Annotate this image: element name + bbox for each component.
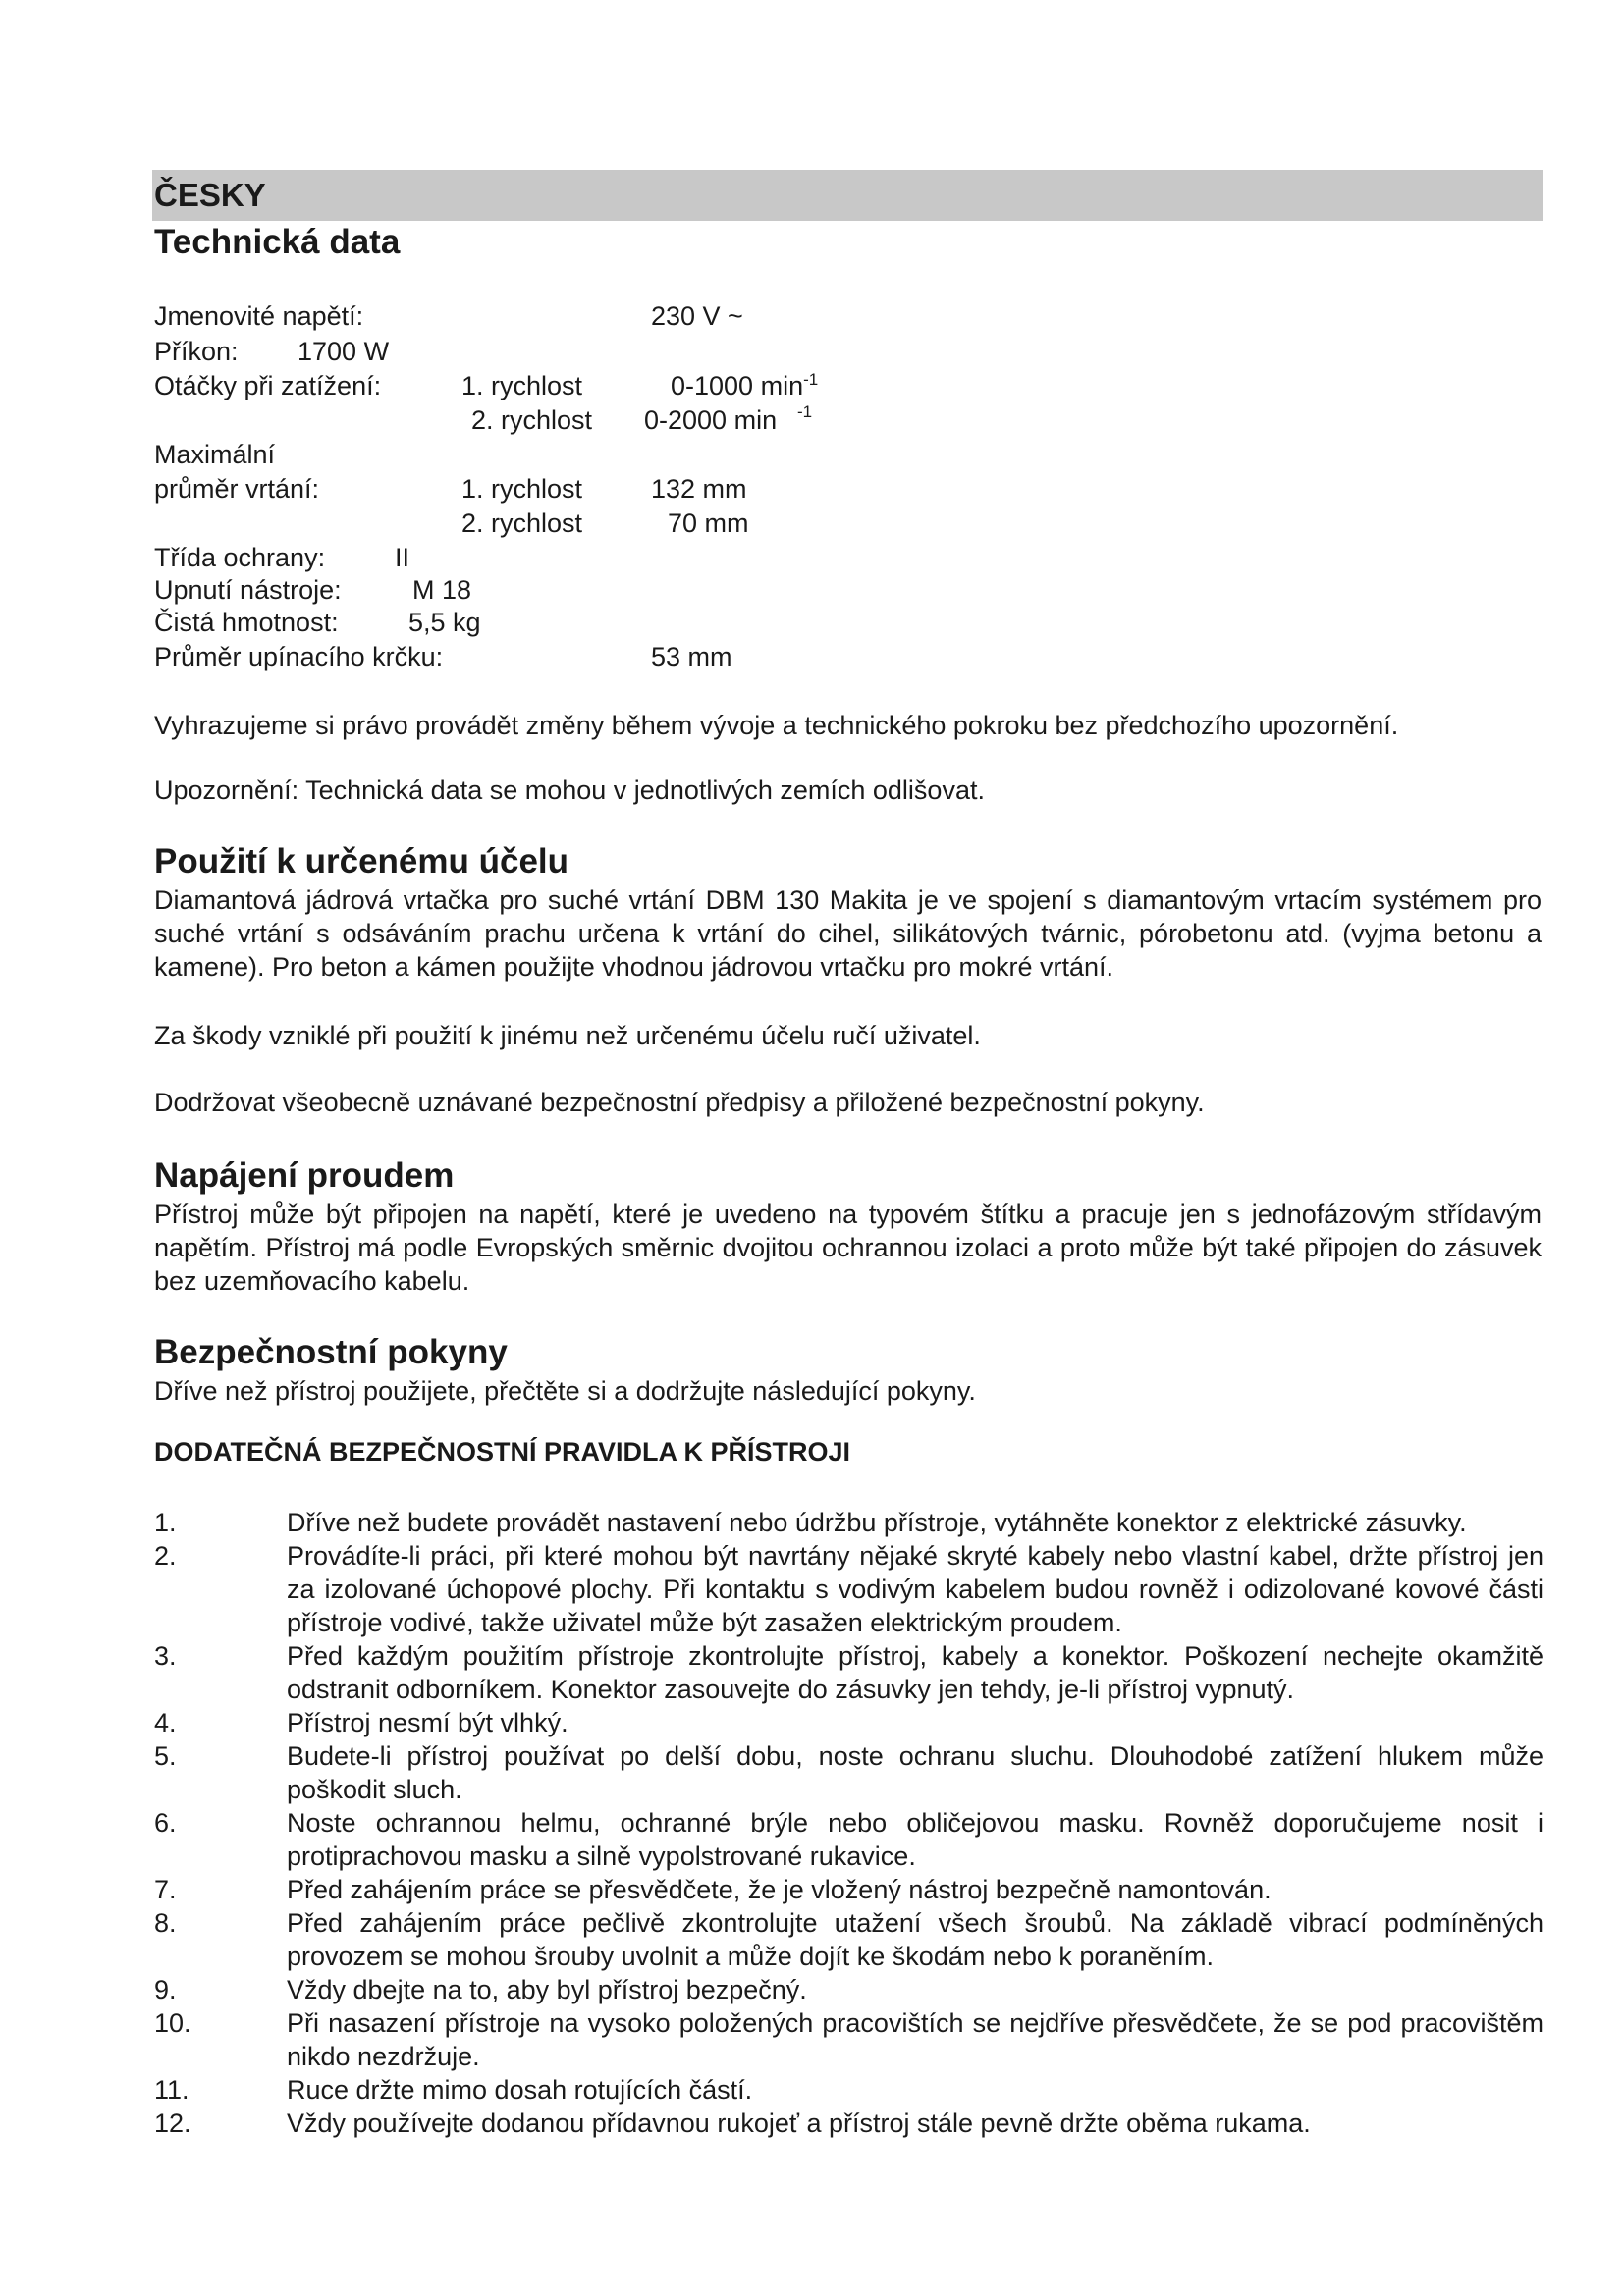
list-item-text: Vždy dbejte na to, aby byl přístroj bezpečný. xyxy=(287,1975,807,2004)
weight-label: Čistá hmotnost: xyxy=(154,608,339,637)
maxdia-label-line1: Maximální xyxy=(154,440,276,469)
tool-value: M 18 xyxy=(412,575,472,605)
list-item-text: Před každým použitím přístroje zkontrolujte přístroj, kabely a konektor. Poškození nechejte okamžitě odstranit odborníkem. Konektor zasouvejte do zásuvky jen tehdy, je-li přístroj vypnutý. xyxy=(287,1641,1543,1704)
list-item-number: 6. xyxy=(154,1808,177,1838)
list-item-number: 9. xyxy=(154,1975,177,2004)
tech-data-title: Technická data xyxy=(154,223,401,261)
dia1-gear: 1. rychlost xyxy=(461,474,583,504)
speed-label: Otáčky při zatížení: xyxy=(154,371,382,400)
list-item-number: 3. xyxy=(154,1641,177,1671)
weight-value: 5,5 kg xyxy=(408,608,481,637)
safety-title: Bezpečnostní pokyny xyxy=(154,1333,508,1371)
dia2-value: 70 mm xyxy=(668,508,749,538)
regulations-note: Dodržovat všeobecně uznávané bezpečnostní předpisy a přiložené bezpečnostní pokyny. xyxy=(154,1088,1205,1117)
safety-intro: Dříve než přístroj použijete, přečtěte si a dodržujte následující pokyny. xyxy=(154,1376,976,1406)
voltage-label: Jmenovité napětí: xyxy=(154,301,364,331)
list-item xyxy=(154,1539,1543,1639)
class-value: II xyxy=(395,543,410,572)
class-label: Třída ochrany: xyxy=(154,543,326,572)
list-item xyxy=(154,2107,1543,2140)
dia1-value: 132 mm xyxy=(651,474,747,504)
list-item-text: Budete-li přístroj používat po delší dobu, noste ochranu sluchu. Dlouhodobé zatížení hlukem může poškodit sluch. xyxy=(287,1741,1543,1804)
safety-rules-list xyxy=(154,1506,1543,2140)
collar-label: Průměr upínacího krčku: xyxy=(154,642,444,671)
list-item-number: 12. xyxy=(154,2109,191,2138)
list-item-number: 5. xyxy=(154,1741,177,1771)
list-item-number: 8. xyxy=(154,1908,177,1938)
list-item-number: 1. xyxy=(154,1508,177,1537)
list-item-text: Noste ochrannou helmu, ochranné brýle nebo obličejovou masku. Rovněž doporučujeme nosit i protiprachovou masku a silně vypolstrované rukavice. xyxy=(287,1808,1543,1871)
list-item-number: 11. xyxy=(154,2075,189,2105)
list-item xyxy=(154,2006,1543,2073)
tool-label: Upnutí nástroje: xyxy=(154,575,342,605)
rules-heading: DODATEČNÁ BEZPEČNOSTNÍ PRAVIDLA K PŘÍSTROJI xyxy=(154,1437,851,1467)
list-item xyxy=(154,2073,1543,2107)
dia2-gear: 2. rychlost xyxy=(461,508,583,538)
language-label: ČESKY xyxy=(154,177,266,213)
country-note: Upozornění: Technická data se mohou v jednotlivých zemích odlišovat. xyxy=(154,775,985,805)
list-item-text: Před zahájením práce se přesvědčete, že je vložený nástroj bezpečně namontován. xyxy=(287,1875,1272,1904)
power-value: 1700 W xyxy=(298,337,390,366)
list-item-number: 4. xyxy=(154,1708,177,1737)
speed2-value: 0-2000 min xyxy=(644,405,778,435)
intended-use-title: Použití k určenému účelu xyxy=(154,842,569,881)
voltage-value: 230 V ~ xyxy=(651,301,743,331)
intended-use-text: Diamantová jádrová vrtačka pro suché vrtání DBM 130 Makita je ve spojení s diamantovým vrtacím systémem pro suché vrtání s odsáváním prachu určena k vrtání do cihel, silikátových tvárnic, pórobetonu atd. (vyjma betonu a kamene). Pro beton a kámen použijte vhodnou jádrovou vrtačku pro mokré vrtání. xyxy=(154,885,1542,982)
power-supply-title: Napájení proudem xyxy=(154,1156,455,1195)
list-item xyxy=(154,1506,1543,1539)
collar-value: 53 mm xyxy=(651,642,732,671)
speed1-gear: 1. rychlost xyxy=(461,371,583,400)
list-item-text: Při nasazení přístroje na vysoko položených pracovištích se nejdříve přesvědčete, že se pod pracovištěm nikdo nezdržuje. xyxy=(287,2008,1543,2071)
list-item xyxy=(154,1739,1543,1806)
list-item-text: Ruce držte mimo dosah rotujících částí. xyxy=(287,2075,753,2105)
speed2-exponent: -1 xyxy=(797,402,813,421)
liability-note: Za škody vzniklé při použití k jinému než určenému účelu ručí uživatel. xyxy=(154,1021,981,1050)
power-supply-text: Přístroj může být připojen na napětí, které je uvedeno na typovém štítku a pracuje jen s jednofázovým střídavým napětím. Přístroj má podle Evropských směrnic dvojitou ochrannou izolaci a proto může být také připojen do zásuvek bez uzemňovacího kabelu. xyxy=(154,1200,1542,1296)
reserve-note: Vyhrazujeme si právo provádět změny během vývoje a technického pokroku bez předchozího upozornění. xyxy=(154,711,1399,740)
list-item-number: 7. xyxy=(154,1875,177,1904)
list-item xyxy=(154,1973,1543,2006)
list-item xyxy=(154,1706,1543,1739)
list-item-text: Dříve než budete provádět nastavení nebo údržbu přístroje, vytáhněte konektor z elektrické zásuvky. xyxy=(287,1508,1467,1537)
language-header-bar xyxy=(152,170,1543,221)
list-item xyxy=(154,1906,1543,1973)
list-item xyxy=(154,1806,1543,1873)
list-item-number: 10. xyxy=(154,2008,191,2038)
list-item-text: Vždy používejte dodanou přídavnou rukojeť a přístroj stále pevně držte oběma rukama. xyxy=(287,2109,1311,2138)
list-item-text: Přístroj nesmí být vlhký. xyxy=(287,1708,568,1737)
maxdia-label-line2: průměr vrtání: xyxy=(154,474,320,504)
list-item-text: Provádíte-li práci, při které mohou být navrtány nějaké skryté kabely nebo vlastní kabel, držte přístroj jen za izolované úchopové plochy. Při kontaktu s vodivým kabelem budou rovněž i odizolované kovové části přístroje vodivé, takže uživatel může být zasažen elektrickým proudem. xyxy=(287,1541,1543,1637)
list-item-number: 2. xyxy=(154,1541,177,1571)
power-label: Příkon: xyxy=(154,337,239,366)
speed1-value: 0-1000 $\min^{-1}$ xyxy=(671,370,819,400)
speed2-gear: 2. rychlost xyxy=(471,405,593,435)
list-item xyxy=(154,1873,1543,1906)
list-item xyxy=(154,1639,1543,1706)
list-item-text: Před zahájením práce pečlivě zkontrolujte utažení všech šroubů. Na základě vibrací podmíněných provozem se mohou šrouby uvolnit a může dojít ke škodám nebo k poraněním. xyxy=(287,1908,1543,1971)
